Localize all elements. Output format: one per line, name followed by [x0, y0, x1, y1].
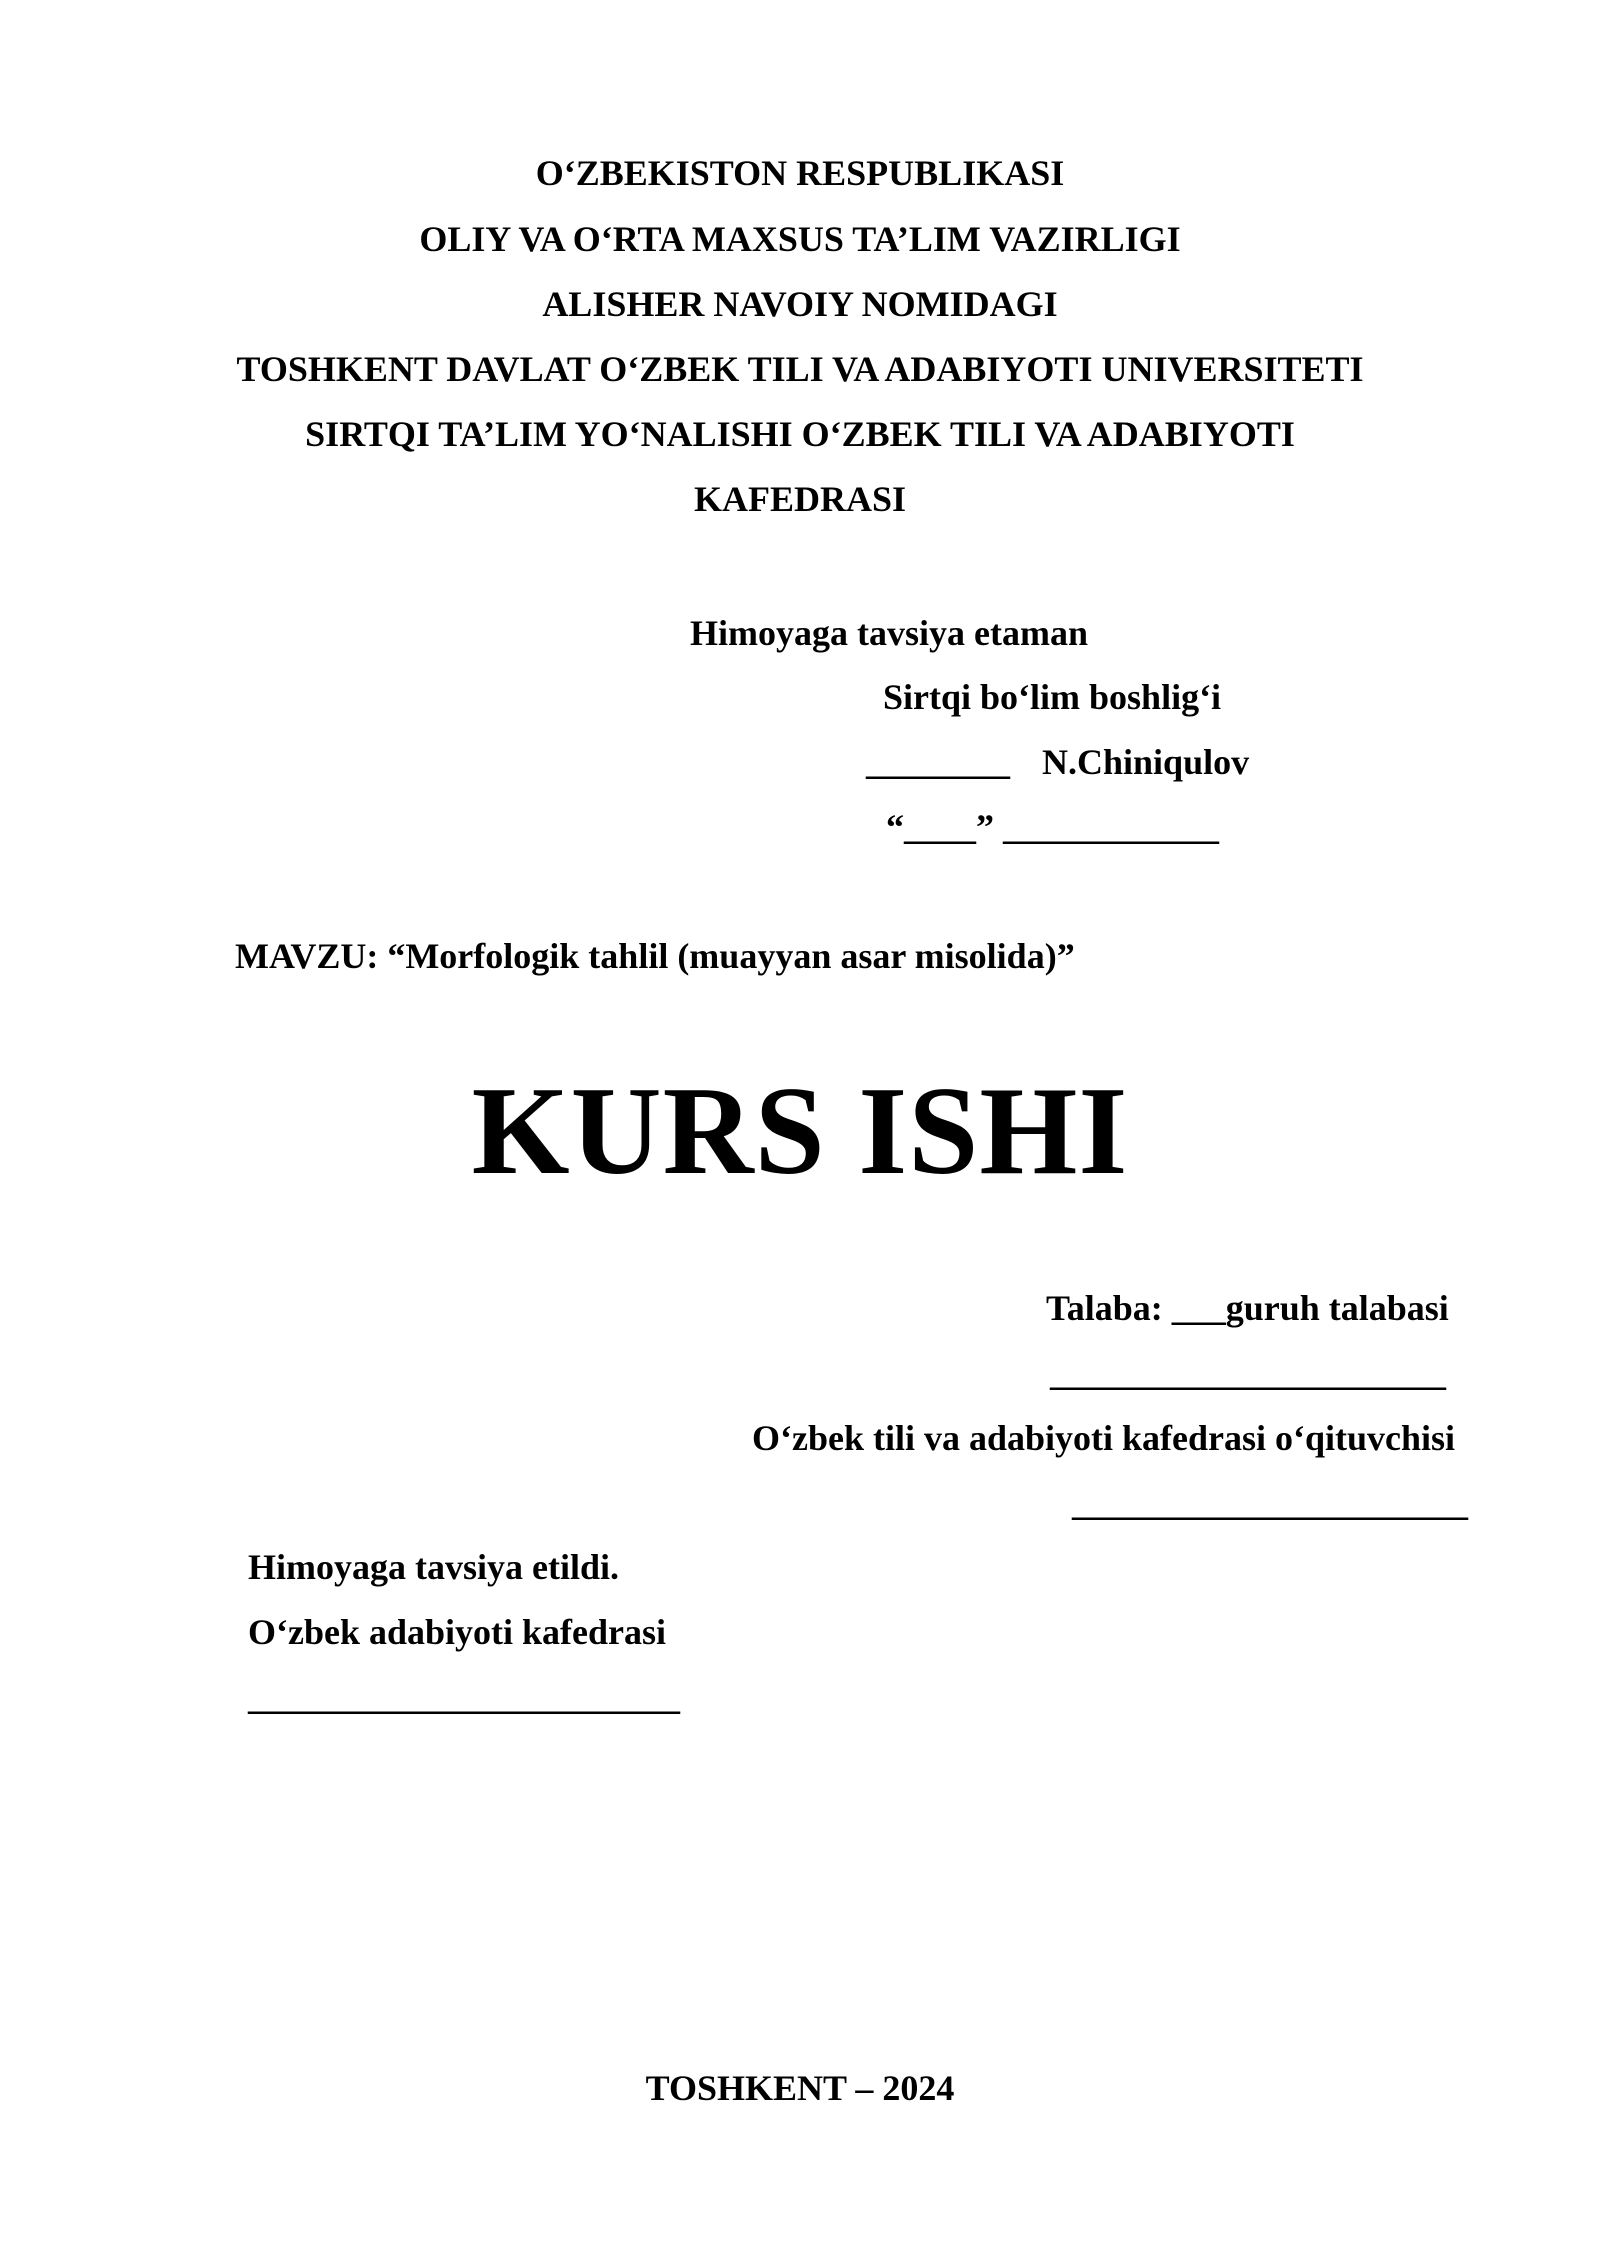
topic: MAVZU: “Morfologik tahlil (muayyan asar misolida)” — [235, 936, 1075, 976]
approval-signature-blank: ________ — [866, 742, 1010, 782]
header-line-country: O‘ZBEKISTON RESPUBLIKASI — [535, 153, 1065, 193]
student-group-blank: ___ — [1171, 1288, 1226, 1328]
student-group-text: guruh talabasi — [1225, 1288, 1449, 1328]
approval-date-line — [886, 806, 1219, 848]
header-line-named-after: ALISHER NAVOIY NOMIDAGI — [542, 284, 1058, 324]
approval-name: N.Chiniqulov — [1042, 742, 1250, 782]
approval-signature-line — [866, 741, 1249, 783]
teacher-name-blank: ______________________ — [1072, 1483, 1468, 1523]
approval-date-day-blank: ____ — [904, 807, 976, 847]
recommendation-line1: Himoyaga tavsiya etildi. — [248, 1547, 619, 1587]
student-line — [1046, 1287, 1449, 1329]
header-line-kafedra: KAFEDRASI — [693, 479, 907, 519]
header-line-university: TOSHKENT DAVLAT O‘ZBEK TILI VA ADABIYOTI UNIVERSITETI — [236, 349, 1364, 389]
footer-city-year: TOSHKENT – 2024 — [645, 2068, 955, 2108]
student-label: Talaba: — [1046, 1288, 1163, 1328]
teacher-label: O‘zbek tili va adabiyoti kafedrasi o‘qituvchisi — [752, 1418, 1456, 1458]
approval-title: Himoyaga tavsiya etaman — [690, 613, 1088, 653]
approval-date-open-quote: “ — [886, 807, 904, 847]
approval-position: Sirtqi bo‘lim boshlig‘i — [883, 677, 1222, 717]
header-line-ministry: OLIY VA O‘RTA MAXSUS TA’LIM VAZIRLIGI — [419, 219, 1181, 259]
header-line-department: SIRTQI TA’LIM YO‘NALISHI O‘ZBEK TILI VA ADABIYOTI — [305, 414, 1295, 454]
recommendation-line2: O‘zbek adabiyoti kafedrasi — [248, 1612, 667, 1652]
approval-date-close-quote: ” — [976, 807, 994, 847]
approval-date-month-blank: ____________ — [1003, 807, 1219, 847]
student-name-blank: ______________________ — [1050, 1353, 1446, 1393]
document-title: KURS ISHI — [471, 1062, 1129, 1201]
recommendation-blank: ________________________ — [248, 1677, 680, 1717]
